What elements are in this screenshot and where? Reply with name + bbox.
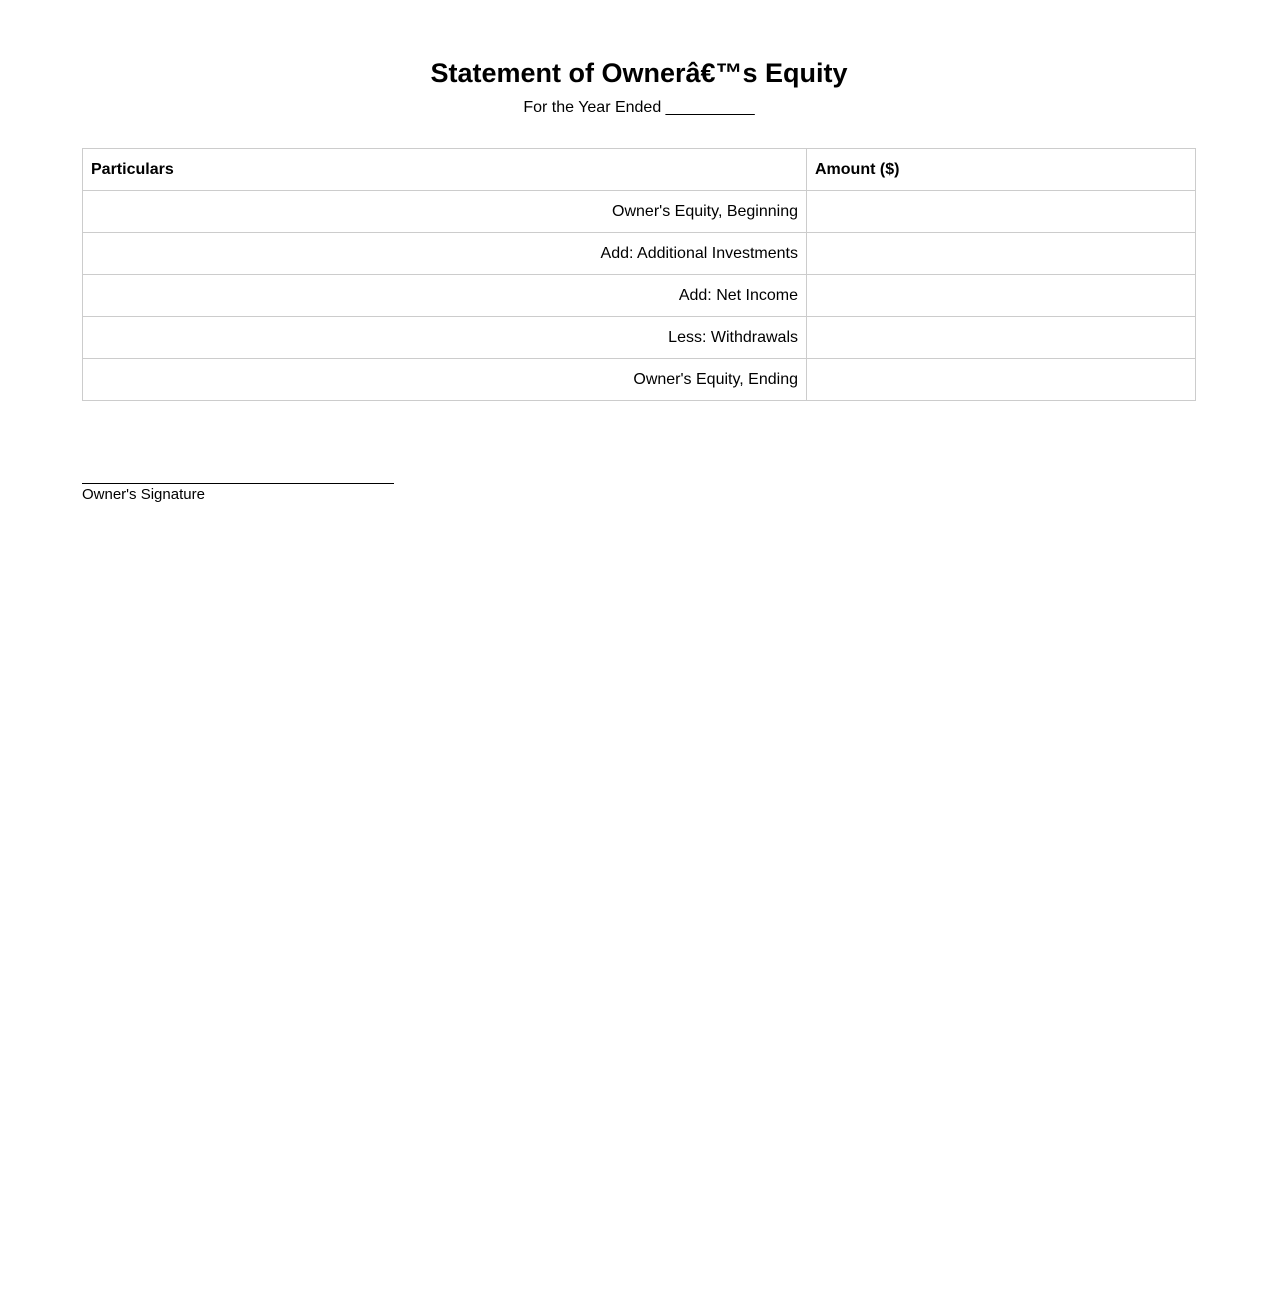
amount-cell — [807, 233, 1196, 275]
amount-cell — [807, 317, 1196, 359]
table-row — [83, 317, 1196, 359]
document-title: Statement of Ownerâ€™s Equity — [430, 58, 848, 88]
table-row — [83, 233, 1196, 275]
table-row — [83, 191, 1196, 233]
particular-cell: Add: Additional Investments — [83, 233, 807, 275]
signature-line — [82, 483, 394, 484]
amount-cell — [807, 191, 1196, 233]
particular-cell: Add: Net Income — [83, 275, 807, 317]
particular-cell: Owner's Equity, Ending — [83, 359, 807, 401]
table-row — [83, 359, 1196, 401]
particular-cell: Less: Withdrawals — [83, 317, 807, 359]
header-particulars: Particulars — [83, 149, 807, 191]
equity-table — [82, 148, 1196, 401]
document-subtitle: For the Year Ended __________ — [523, 99, 755, 116]
table-header-row — [83, 149, 1196, 191]
amount-cell — [807, 359, 1196, 401]
signature-label: Owner's Signature — [82, 486, 205, 503]
amount-cell — [807, 275, 1196, 317]
header-amount: Amount ($) — [807, 149, 1196, 191]
table-row — [83, 275, 1196, 317]
particular-cell: Owner's Equity, Beginning — [83, 191, 807, 233]
